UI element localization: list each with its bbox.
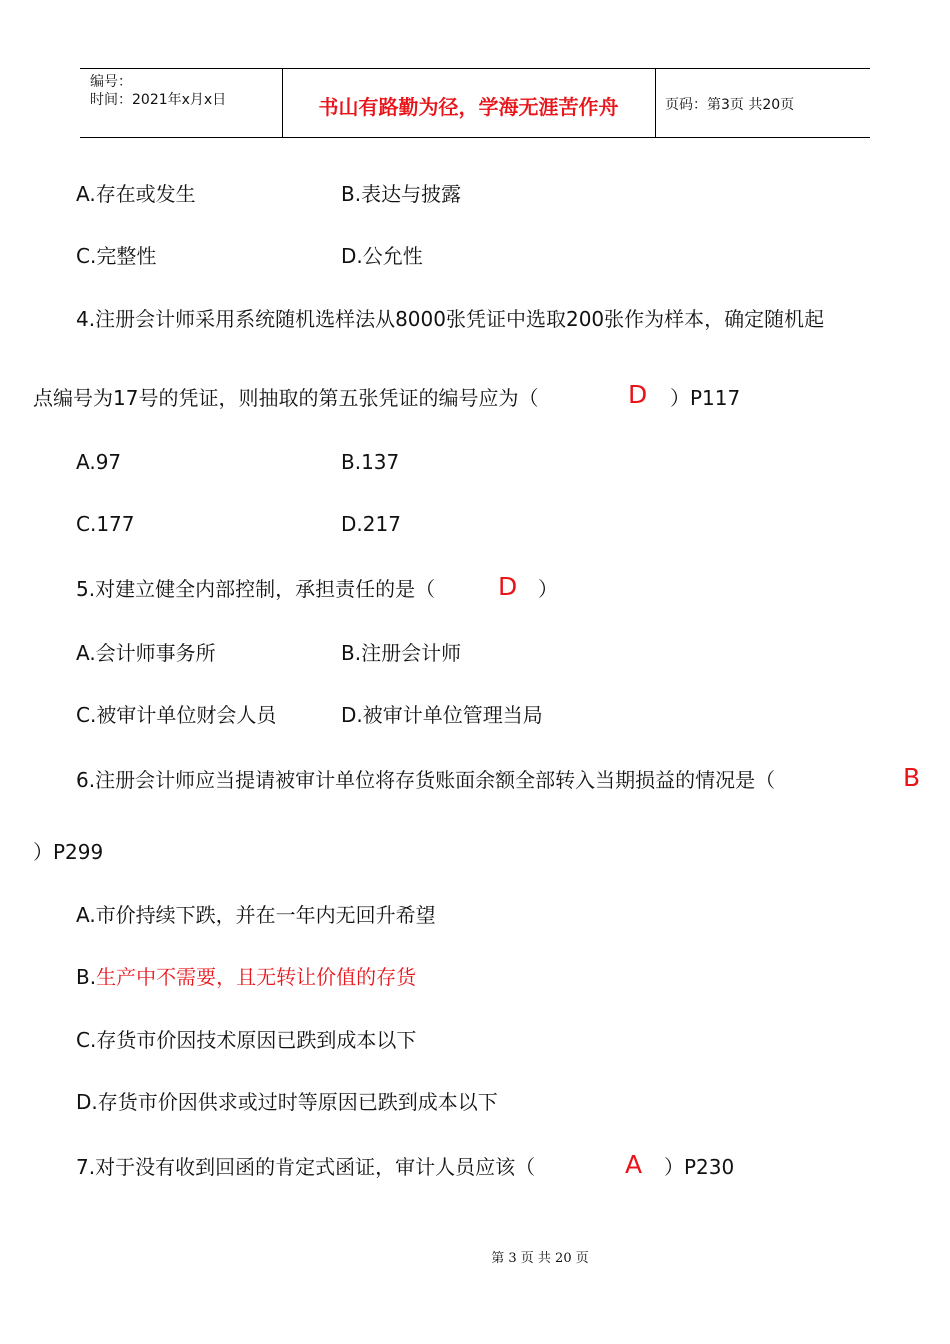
time-label: 时间：2021年x月x日: [90, 92, 227, 108]
q5-option-b: B.注册会计师: [341, 641, 462, 665]
q3-option-c: C.完整性: [76, 244, 157, 268]
q5-stem: 5.对建立健全内部控制，承担责任的是（: [76, 577, 436, 601]
q4-option-c: C.177: [76, 512, 135, 536]
q4-stem-line2: 点编号为17号的凭证，则抽取的第五张凭证的编号应为（: [33, 386, 539, 410]
q4-reference: ）P117: [670, 386, 741, 410]
page-footer: 第 3 页 共 20 页: [491, 1251, 589, 1266]
q5-option-a: A.会计师事务所: [76, 641, 216, 665]
q3-option-d: D.公允性: [341, 244, 423, 268]
q6-answer: B: [903, 763, 921, 792]
motto: 书山有路勤为径，学海无涯苦作舟: [318, 95, 619, 119]
q4-option-a: A.97: [76, 450, 122, 474]
q6-option-b: [76, 965, 416, 989]
q7-reference: ）P230: [664, 1155, 735, 1179]
q5-option-c: C.被审计单位财会人员: [76, 703, 277, 727]
q6-option-a: A.市价持续下跌，并在一年内无回升希望: [76, 903, 436, 927]
q6-stem-line1: 6.注册会计师应当提请被审计单位将存货账面余额全部转入当期损益的情况是（: [76, 768, 776, 792]
q5-option-d: D.被审计单位管理当局: [341, 703, 543, 727]
q3-option-a: A.存在或发生: [76, 182, 196, 206]
q6-option-b-prefix: B.: [76, 965, 97, 989]
q4-answer: D: [628, 380, 648, 409]
q3-option-b: B.表达与披露: [341, 182, 462, 206]
header-left-cell: [80, 69, 283, 137]
header-page-cell: [655, 69, 870, 137]
q5-close: ）: [538, 577, 558, 601]
page-header: [80, 68, 870, 138]
q7-answer: A: [625, 1150, 643, 1179]
q4-option-b: B.137: [341, 450, 400, 474]
q5-answer: D: [498, 572, 518, 601]
page-info: 页码：第3页 共20页: [665, 97, 795, 113]
q7-stem: 7.对于没有收到回函的肯定式函证，审计人员应该（: [76, 1155, 536, 1179]
q4-stem-line1: 4.注册会计师采用系统随机选样法从8000张凭证中选取200张作为样本，确定随机起: [76, 307, 825, 331]
q6-option-d: D.存货市价因供求或过时等原因已跌到成本以下: [76, 1090, 498, 1114]
q6-option-b-text: 生产中不需要，且无转让价值的存货: [96, 965, 417, 989]
q6-option-c: C.存货市价因技术原因已跌到成本以下: [76, 1028, 417, 1052]
header-motto-cell: [282, 69, 656, 137]
number-label: 编号：: [90, 74, 132, 90]
q4-option-d: D.217: [341, 512, 401, 536]
q6-reference: ）P299: [33, 840, 104, 864]
